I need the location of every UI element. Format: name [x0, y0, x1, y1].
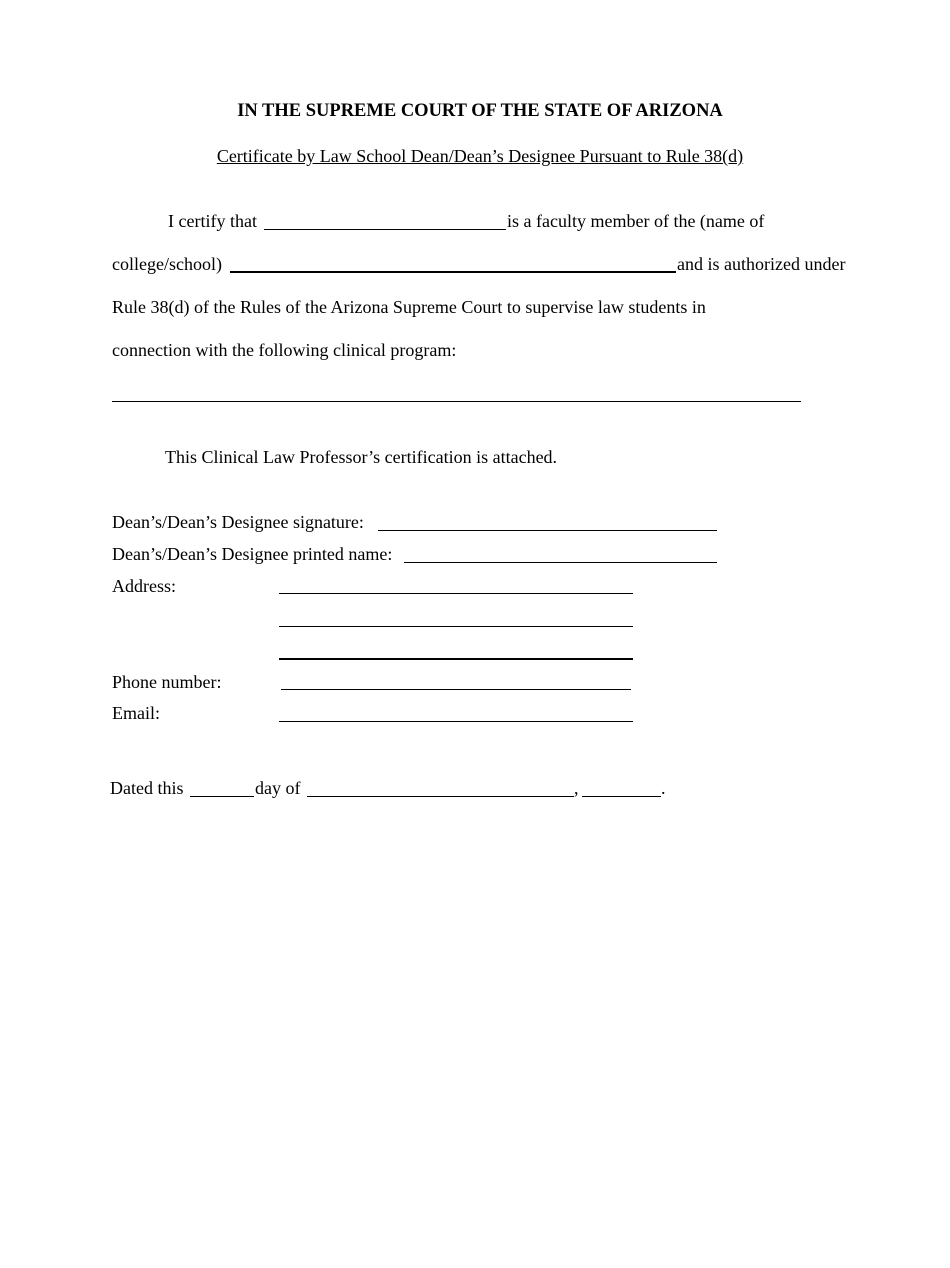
certify-line-suffix: is a faculty member of the (name of	[507, 211, 765, 231]
day-of-label: day of	[255, 778, 301, 798]
email-label: Email:	[112, 703, 160, 723]
printed-name-field[interactable]	[404, 562, 717, 563]
rule-line: Rule 38(d) of the Rules of the Arizona Supreme Court to supervise law students in	[112, 297, 706, 317]
day-field[interactable]	[190, 796, 254, 797]
email-field[interactable]	[279, 721, 633, 722]
printed-name-label: Dean’s/Dean’s Designee printed name:	[112, 544, 393, 564]
faculty-member-field[interactable]	[264, 229, 506, 230]
program-line: connection with the following clinical program:	[112, 340, 457, 360]
dated-period: .	[661, 778, 666, 798]
certificate-title: Certificate by Law School Dean/Dean’s Designee Pursuant to Rule 38(d)	[216, 146, 744, 166]
college-line-prefix: college/school)	[112, 254, 222, 274]
clinical-program-field[interactable]	[112, 401, 801, 402]
year-field[interactable]	[582, 796, 661, 797]
dated-prefix: Dated this	[110, 778, 184, 798]
college-name-field[interactable]	[230, 271, 676, 273]
attachment-note: This Clinical Law Professor’s certification is attached.	[165, 447, 558, 467]
dated-comma: ,	[574, 778, 579, 798]
college-line-suffix: and is authorized under	[677, 254, 846, 274]
address-label: Address:	[112, 576, 176, 596]
address-line-2-field[interactable]	[279, 626, 633, 627]
court-title: IN THE SUPREME COURT OF THE STATE OF ARIZONA	[237, 101, 723, 121]
certify-line-prefix: I certify that	[168, 211, 257, 231]
signature-label: Dean’s/Dean’s Designee signature:	[112, 512, 364, 532]
month-field[interactable]	[307, 796, 574, 797]
address-line-1-field[interactable]	[279, 593, 633, 594]
phone-field[interactable]	[281, 689, 631, 690]
address-line-3-field[interactable]	[279, 658, 633, 660]
phone-label: Phone number:	[112, 672, 222, 692]
signature-field[interactable]	[378, 530, 717, 531]
